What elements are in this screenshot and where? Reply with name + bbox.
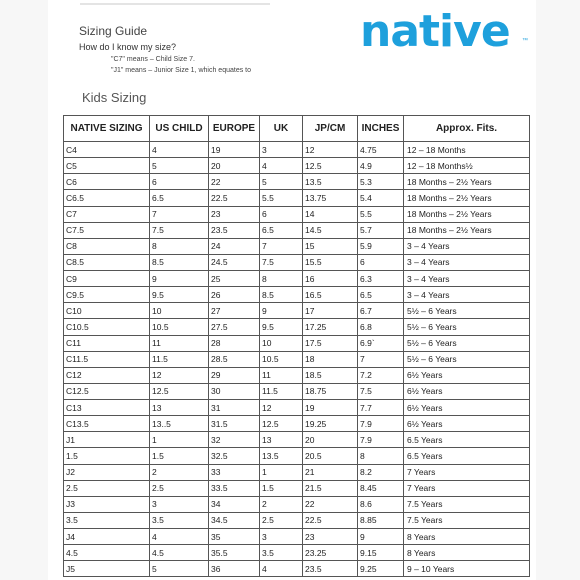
table-cell: 17.5: [303, 335, 358, 351]
table-cell: 3 – 4 Years: [404, 287, 530, 303]
table-cell: 7.7: [358, 400, 404, 416]
table-row: [64, 254, 530, 270]
table-row: [64, 351, 530, 367]
table-cell: 9.15: [358, 545, 404, 561]
table-cell: 18 Months – 2½ Years: [404, 206, 530, 222]
table-cell: 18 Months – 2½ Years: [404, 190, 530, 206]
table-cell: 11: [150, 335, 209, 351]
table-cell: 3 – 4 Years: [404, 254, 530, 270]
table-cell: C8: [64, 238, 150, 254]
table-cell: 7.9: [358, 416, 404, 432]
top-divider: [80, 3, 270, 5]
table-row: [64, 496, 530, 512]
table-cell: 12.5: [260, 416, 303, 432]
table-cell: 4: [150, 529, 209, 545]
table-cell: 24: [209, 238, 260, 254]
table-row: [64, 561, 530, 577]
table-cell: 10: [150, 303, 209, 319]
kids-sizing-table: [63, 115, 530, 577]
table-cell: 12.5: [303, 158, 358, 174]
table-cell: C5: [64, 158, 150, 174]
table-cell: C6.5: [64, 190, 150, 206]
table-cell: 9: [358, 529, 404, 545]
table-cell: 16.5: [303, 287, 358, 303]
table-cell: 27: [209, 303, 260, 319]
table-body: [64, 142, 530, 577]
table-cell: C11: [64, 335, 150, 351]
table-cell: 1.5: [64, 448, 150, 464]
table-cell: 6.5 Years: [404, 448, 530, 464]
table-cell: 2: [150, 464, 209, 480]
table-cell: C6: [64, 174, 150, 190]
table-cell: C7.5: [64, 222, 150, 238]
table-cell: 6.5 Years: [404, 432, 530, 448]
table-cell: 22.5: [209, 190, 260, 206]
table-cell: 29: [209, 367, 260, 383]
table-row: [64, 545, 530, 561]
table-row: [64, 142, 530, 158]
table-cell: 4.5: [64, 545, 150, 561]
table-cell: 3.5: [150, 512, 209, 528]
guide-question: How do I know my size?: [79, 42, 177, 52]
table-cell: 1: [260, 464, 303, 480]
table-cell: 6.5: [260, 222, 303, 238]
table-cell: 1.5: [260, 480, 303, 496]
table-row: [64, 222, 530, 238]
table-cell: 6.8: [358, 319, 404, 335]
table-cell: 17.25: [303, 319, 358, 335]
table-cell: 33.5: [209, 480, 260, 496]
table-cell: 35.5: [209, 545, 260, 561]
column-header: Approx. Fits.: [404, 116, 530, 142]
column-header: INCHES: [358, 116, 404, 142]
table-cell: 5½ – 6 Years: [404, 303, 530, 319]
table-row: [64, 303, 530, 319]
table-cell: 22: [303, 496, 358, 512]
table-cell: 20: [209, 158, 260, 174]
table-cell: 19: [303, 400, 358, 416]
table-cell: 8: [358, 448, 404, 464]
table-cell: 8.85: [358, 512, 404, 528]
table-cell: 10.5: [150, 319, 209, 335]
table-row: [64, 158, 530, 174]
table-cell: C13: [64, 400, 150, 416]
table-row: [64, 367, 530, 383]
table-cell: 2: [260, 496, 303, 512]
table-cell: 23.5: [209, 222, 260, 238]
table-cell: 28: [209, 335, 260, 351]
table-row: [64, 400, 530, 416]
table-cell: 13..5: [150, 416, 209, 432]
native-logo: native: [360, 6, 510, 57]
table-cell: 4.5: [150, 545, 209, 561]
table-cell: 5½ – 6 Years: [404, 335, 530, 351]
table-cell: 3: [260, 529, 303, 545]
table-cell: J3: [64, 496, 150, 512]
table-row: [64, 238, 530, 254]
table-cell: 28.5: [209, 351, 260, 367]
table-cell: 5.3: [358, 174, 404, 190]
table-cell: 1.5: [150, 448, 209, 464]
column-header: NATIVE SIZING: [64, 116, 150, 142]
table-cell: C13.5: [64, 416, 150, 432]
table-cell: J1: [64, 432, 150, 448]
table-cell: 11.5: [260, 383, 303, 399]
table-cell: 18.5: [303, 367, 358, 383]
table-cell: 6.5: [150, 190, 209, 206]
table-row: [64, 174, 530, 190]
table-cell: 8.45: [358, 480, 404, 496]
table-cell: 5.5: [358, 206, 404, 222]
table-cell: 5½ – 6 Years: [404, 351, 530, 367]
table-row: [64, 448, 530, 464]
table-cell: 26: [209, 287, 260, 303]
table-cell: 12: [150, 367, 209, 383]
table-cell: 8: [260, 271, 303, 287]
table-cell: 8.5: [150, 254, 209, 270]
table-cell: 6½ Years: [404, 416, 530, 432]
table-cell: 20: [303, 432, 358, 448]
table-cell: C9.5: [64, 287, 150, 303]
guide-note-j1: "J1" means – Junior Size 1, which equates to: [111, 67, 251, 74]
table-cell: 5½ – 6 Years: [404, 319, 530, 335]
table-cell: 6.5: [358, 287, 404, 303]
table-cell: C8.5: [64, 254, 150, 270]
table-cell: 4: [150, 142, 209, 158]
table-cell: 13.75: [303, 190, 358, 206]
table-cell: 11: [260, 367, 303, 383]
table-cell: 1: [150, 432, 209, 448]
table-cell: C9: [64, 271, 150, 287]
table-cell: J4: [64, 529, 150, 545]
table-cell: 9: [150, 271, 209, 287]
table-row: [64, 512, 530, 528]
table-header-row: [64, 116, 530, 142]
table-cell: J5: [64, 561, 150, 577]
table-row: [64, 287, 530, 303]
table-cell: 3: [260, 142, 303, 158]
table-cell: 18: [303, 351, 358, 367]
table-cell: 3 – 4 Years: [404, 271, 530, 287]
table-cell: 14: [303, 206, 358, 222]
table-cell: 4.75: [358, 142, 404, 158]
table-cell: 6.3: [358, 271, 404, 287]
table-cell: 3.5: [64, 512, 150, 528]
column-header: UK: [260, 116, 303, 142]
table-cell: C7: [64, 206, 150, 222]
table-cell: C10: [64, 303, 150, 319]
table-cell: 7.5: [358, 383, 404, 399]
table-cell: 7: [358, 351, 404, 367]
table-cell: 6: [260, 206, 303, 222]
table-cell: C4: [64, 142, 150, 158]
table-cell: 6.7: [358, 303, 404, 319]
table-cell: 6.9`: [358, 335, 404, 351]
table-cell: 32.5: [209, 448, 260, 464]
table-cell: 8.6: [358, 496, 404, 512]
table-cell: 5.5: [260, 190, 303, 206]
table-cell: 9.25: [358, 561, 404, 577]
table-cell: 15: [303, 238, 358, 254]
table-cell: 12.5: [150, 383, 209, 399]
table-cell: 5: [260, 174, 303, 190]
table-cell: 34: [209, 496, 260, 512]
table-cell: 3: [150, 496, 209, 512]
table-cell: 18 Months – 2½ Years: [404, 174, 530, 190]
table-cell: 4.9: [358, 158, 404, 174]
table-cell: 20.5: [303, 448, 358, 464]
table-cell: 23: [209, 206, 260, 222]
table-row: [64, 480, 530, 496]
table-cell: 9.5: [150, 287, 209, 303]
table-cell: 24.5: [209, 254, 260, 270]
table-cell: 3.5: [260, 545, 303, 561]
table-cell: 14.5: [303, 222, 358, 238]
table-cell: 7 Years: [404, 480, 530, 496]
table-cell: 5: [150, 561, 209, 577]
table-cell: 6: [150, 174, 209, 190]
table-cell: 19.25: [303, 416, 358, 432]
table-cell: 7.5: [260, 254, 303, 270]
table-cell: 7.9: [358, 432, 404, 448]
table-cell: 34.5: [209, 512, 260, 528]
table-cell: 12: [303, 142, 358, 158]
table-cell: 18.75: [303, 383, 358, 399]
table-cell: 8: [150, 238, 209, 254]
table-row: [64, 416, 530, 432]
table-cell: 5: [150, 158, 209, 174]
table-cell: 5.4: [358, 190, 404, 206]
guide-title: Sizing Guide: [79, 24, 148, 38]
table-cell: 31: [209, 400, 260, 416]
table-cell: 27.5: [209, 319, 260, 335]
table-cell: 7.5: [150, 222, 209, 238]
table-cell: 8.2: [358, 464, 404, 480]
table-cell: C10.5: [64, 319, 150, 335]
table-cell: 13: [260, 432, 303, 448]
table-cell: 9: [260, 303, 303, 319]
table-cell: 2.5: [64, 480, 150, 496]
table-cell: 6½ Years: [404, 400, 530, 416]
table-cell: 31.5: [209, 416, 260, 432]
table-cell: 23.25: [303, 545, 358, 561]
table-row: [64, 271, 530, 287]
table-row: [64, 432, 530, 448]
table-row: [64, 190, 530, 206]
table-row: [64, 464, 530, 480]
table-cell: 30: [209, 383, 260, 399]
table-cell: 11.5: [150, 351, 209, 367]
table-cell: 23: [303, 529, 358, 545]
table-cell: 19: [209, 142, 260, 158]
table-cell: 18 Months – 2½ Years: [404, 222, 530, 238]
table-cell: 9 – 10 Years: [404, 561, 530, 577]
table-cell: 17: [303, 303, 358, 319]
table-cell: 7.5 Years: [404, 496, 530, 512]
table-cell: 21: [303, 464, 358, 480]
table-cell: 13.5: [260, 448, 303, 464]
table-cell: 6½ Years: [404, 383, 530, 399]
table-cell: 36: [209, 561, 260, 577]
table-cell: 3 – 4 Years: [404, 238, 530, 254]
table-cell: 33: [209, 464, 260, 480]
table-row: [64, 383, 530, 399]
table-cell: 23.5: [303, 561, 358, 577]
table-row: [64, 529, 530, 545]
table-cell: 9.5: [260, 319, 303, 335]
table-cell: 35: [209, 529, 260, 545]
table-cell: 13.5: [303, 174, 358, 190]
table-cell: 8 Years: [404, 529, 530, 545]
table-cell: 2.5: [150, 480, 209, 496]
table-cell: 8.5: [260, 287, 303, 303]
column-header: EUROPE: [209, 116, 260, 142]
table-cell: 32: [209, 432, 260, 448]
table-cell: 15.5: [303, 254, 358, 270]
table-cell: 25: [209, 271, 260, 287]
table-cell: 2.5: [260, 512, 303, 528]
table-cell: 12 – 18 Months: [404, 142, 530, 158]
table-cell: 10: [260, 335, 303, 351]
table-row: [64, 335, 530, 351]
table-cell: 4: [260, 561, 303, 577]
section-title: Kids Sizing: [82, 90, 147, 105]
table-cell: C11.5: [64, 351, 150, 367]
guide-note-c7: "C7" means – Child Size 7.: [111, 56, 195, 63]
table-cell: 12 – 18 Months½: [404, 158, 530, 174]
table-cell: 10.5: [260, 351, 303, 367]
table-cell: 8 Years: [404, 545, 530, 561]
table-cell: 6: [358, 254, 404, 270]
table-cell: 7.2: [358, 367, 404, 383]
table-cell: 7.5 Years: [404, 512, 530, 528]
table-cell: 21.5: [303, 480, 358, 496]
logo-trademark: ™: [522, 38, 528, 44]
table-cell: C12.5: [64, 383, 150, 399]
table-cell: 4: [260, 158, 303, 174]
table-cell: 16: [303, 271, 358, 287]
column-header: US CHILD: [150, 116, 209, 142]
column-header: JP/CM: [303, 116, 358, 142]
table-cell: 7: [150, 206, 209, 222]
table-cell: J2: [64, 464, 150, 480]
table-cell: 7: [260, 238, 303, 254]
table-cell: 7 Years: [404, 464, 530, 480]
table-cell: 5.7: [358, 222, 404, 238]
table-cell: 22.5: [303, 512, 358, 528]
table-cell: 12: [260, 400, 303, 416]
table-cell: 22: [209, 174, 260, 190]
table-cell: 5.9: [358, 238, 404, 254]
table-cell: 6½ Years: [404, 367, 530, 383]
table-row: [64, 206, 530, 222]
table-cell: C12: [64, 367, 150, 383]
table-row: [64, 319, 530, 335]
table-cell: 13: [150, 400, 209, 416]
